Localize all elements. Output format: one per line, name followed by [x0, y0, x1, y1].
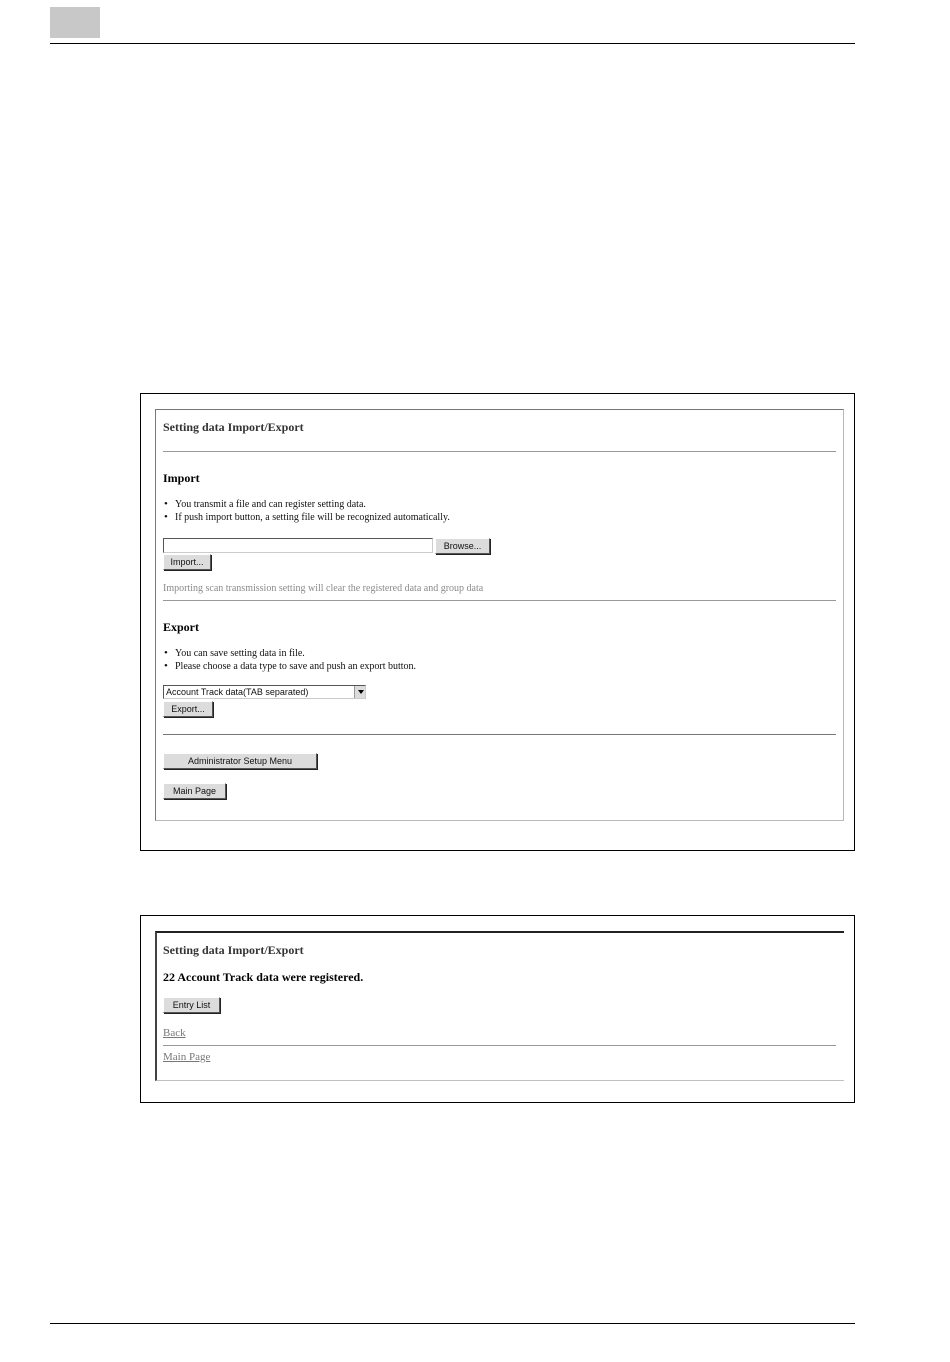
page-title: Setting data Import/Export — [163, 420, 304, 434]
main-page-link[interactable]: Main Page — [163, 1051, 211, 1063]
export-bullet-1: • You can save setting data in file. — [164, 647, 305, 659]
back-link[interactable]: Back — [163, 1027, 186, 1039]
chevron-down-icon[interactable] — [354, 686, 365, 698]
import-divider — [163, 600, 836, 601]
export-heading: Export — [163, 620, 199, 634]
import-heading: Import — [163, 471, 200, 485]
page-footer-rule — [50, 1323, 855, 1324]
export-divider — [163, 734, 836, 735]
page-header-rule — [50, 43, 855, 44]
export-data-type-value: Account Track data(TAB separated) — [166, 687, 309, 697]
title-divider — [163, 451, 836, 452]
import-export-window — [155, 409, 844, 821]
browse-button[interactable]: Browse... — [435, 538, 490, 554]
import-export-screenshot-frame — [140, 393, 855, 851]
result-divider — [163, 1045, 836, 1046]
main-page-button[interactable]: Main Page — [163, 783, 226, 799]
import-bullet-2: • If push import button, a setting file will be recognized automatically. — [164, 511, 450, 523]
result-page-title: Setting data Import/Export — [163, 943, 304, 957]
registration-result-message: 22 Account Track data were registered. — [163, 970, 364, 984]
import-result-screenshot-frame — [140, 915, 855, 1103]
entry-list-button[interactable]: Entry List — [163, 997, 220, 1013]
export-bullet-2: • Please choose a data type to save and push an export button. — [164, 660, 416, 672]
import-warning-note: Importing scan transmission setting will clear the registered data and group data — [163, 583, 484, 594]
import-result-window — [155, 931, 844, 1081]
export-button[interactable]: Export... — [163, 701, 213, 717]
export-data-type-select[interactable] — [163, 685, 366, 699]
import-button[interactable]: Import... — [163, 554, 211, 570]
page-header-tab — [50, 7, 100, 38]
import-bullet-1: • You transmit a file and can register setting data. — [164, 498, 366, 510]
administrator-setup-menu-button[interactable]: Administrator Setup Menu — [163, 753, 317, 769]
import-file-input[interactable] — [163, 538, 433, 553]
